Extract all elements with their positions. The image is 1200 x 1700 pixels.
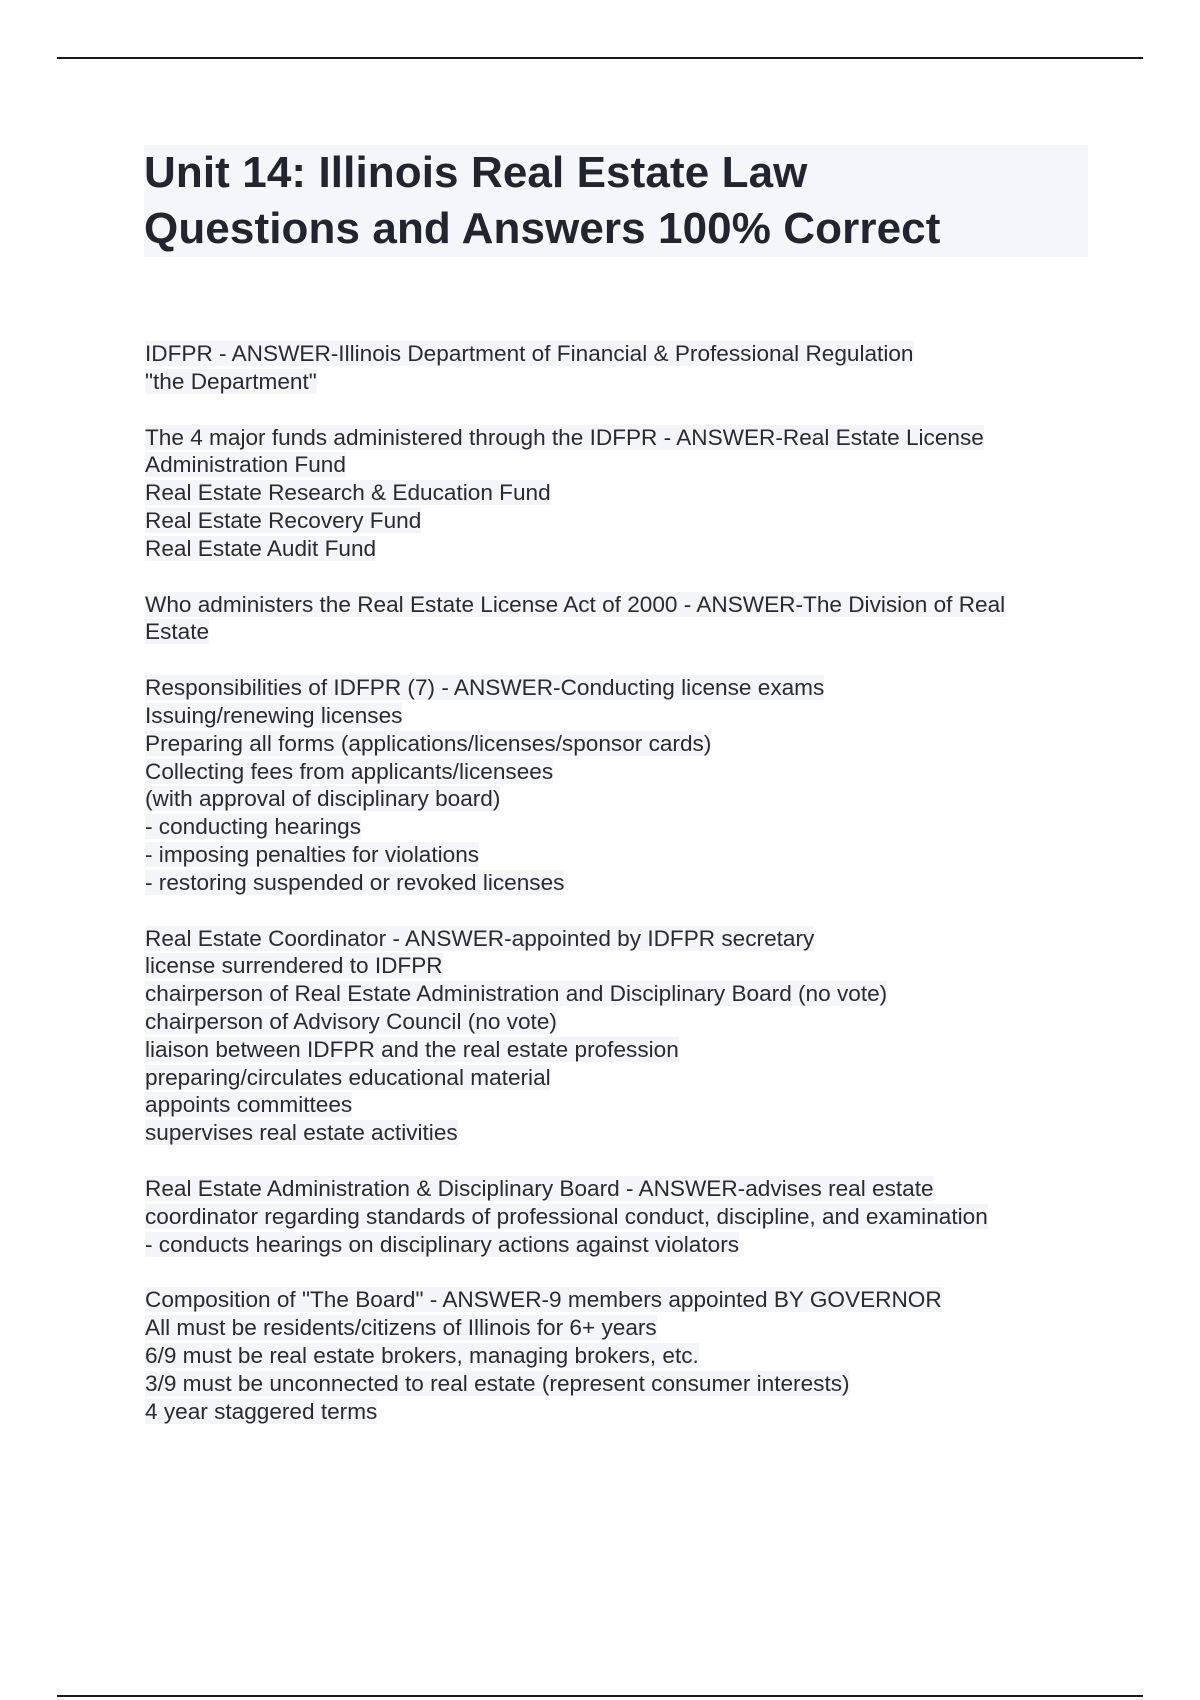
qa-item xyxy=(145,674,1105,896)
qa-item xyxy=(145,925,1105,1147)
qa-answer-line xyxy=(145,1091,1105,1119)
qa-line-text: appoints committees xyxy=(145,1092,353,1118)
qa-item xyxy=(145,424,1105,563)
qa-line-text: license surrendered to IDFPR xyxy=(145,953,443,979)
qa-line-text: "the Department" xyxy=(145,368,317,394)
qa-line-text: Issuing/renewing licenses xyxy=(145,702,403,728)
qa-answer-line xyxy=(145,1370,1105,1398)
qa-item xyxy=(145,1286,1105,1425)
qa-line-text: supervises real estate activities xyxy=(145,1120,458,1146)
qa-answer-line xyxy=(145,869,1105,897)
qa-answer-line xyxy=(145,758,1105,786)
qa-answer-line xyxy=(145,1203,1105,1231)
qa-answer-line xyxy=(145,507,1105,535)
qa-answer-line xyxy=(145,479,1105,507)
qa-line-text: - restoring suspended or revoked licenses xyxy=(145,869,565,895)
qa-line-text: Who administers the Real Estate License Act of 2000 - ANSWER-The Division of Real xyxy=(145,591,1006,617)
top-divider xyxy=(57,57,1143,59)
qa-line-text: Collecting fees from applicants/licensees xyxy=(145,758,554,784)
qa-line-text: - conducts hearings on disciplinary actions against violators xyxy=(145,1231,740,1257)
qa-line-text: 4 year staggered terms xyxy=(145,1398,378,1424)
qa-list xyxy=(145,340,1105,1453)
qa-question-line xyxy=(145,674,1105,702)
qa-line-text: Preparing all forms (applications/licenses/sponsor cards) xyxy=(145,730,712,756)
qa-answer-line xyxy=(145,535,1105,563)
qa-line-text: 3/9 must be unconnected to real estate (represent consumer interests) xyxy=(145,1370,850,1396)
qa-answer-line xyxy=(145,618,1105,646)
qa-question-line xyxy=(145,1286,1105,1314)
qa-line-text: The 4 major funds administered through the IDFPR - ANSWER-Real Estate License xyxy=(145,424,984,450)
qa-line-text: preparing/circulates educational material xyxy=(145,1064,551,1090)
qa-item xyxy=(145,340,1105,396)
qa-answer-line xyxy=(145,785,1105,813)
qa-answer-line xyxy=(145,1342,1105,1370)
qa-line-text: chairperson of Real Estate Administration and Disciplinary Board (no vote) xyxy=(145,981,888,1007)
qa-line-text: Real Estate Audit Fund xyxy=(145,535,377,561)
qa-answer-line xyxy=(145,1064,1105,1092)
qa-line-text: Real Estate Research & Education Fund xyxy=(145,480,551,506)
bottom-divider xyxy=(57,1695,1143,1697)
qa-line-text: Administration Fund xyxy=(145,452,346,478)
qa-line-text: IDFPR - ANSWER-Illinois Department of Financial & Professional Regulation xyxy=(145,341,914,366)
qa-answer-line xyxy=(145,1231,1105,1259)
qa-line-text: Composition of "The Board" - ANSWER-9 members appointed BY GOVERNOR xyxy=(145,1287,942,1313)
qa-line-text: chairperson of Advisory Council (no vote) xyxy=(145,1008,557,1034)
qa-answer-line xyxy=(145,1119,1105,1147)
qa-answer-line xyxy=(145,841,1105,869)
qa-line-text: Real Estate Coordinator - ANSWER-appointed by IDFPR secretary xyxy=(145,925,815,951)
qa-line-text: 6/9 must be real estate brokers, managing brokers, etc. xyxy=(145,1342,699,1368)
qa-line-text: All must be residents/citizens of Illinois for 6+ years xyxy=(145,1315,657,1341)
qa-line-text: - imposing penalties for violations xyxy=(145,841,480,867)
qa-question-line xyxy=(145,1175,1105,1203)
qa-line-text: coordinator regarding standards of professional conduct, discipline, and examination xyxy=(145,1203,988,1229)
qa-question-line xyxy=(145,340,1105,368)
qa-line-text: (with approval of disciplinary board) xyxy=(145,786,501,812)
qa-answer-line xyxy=(145,368,1105,396)
page-title-line-1: Unit 14: Illinois Real Estate Law xyxy=(144,148,808,197)
qa-answer-line xyxy=(145,451,1105,479)
qa-question-line xyxy=(145,424,1105,452)
qa-answer-line xyxy=(145,1314,1105,1342)
page-title-line-2: Questions and Answers 100% Correct xyxy=(144,204,941,253)
qa-answer-line xyxy=(145,1398,1105,1426)
qa-line-text: Real Estate Administration & Disciplinary Board - ANSWER-advises real estate xyxy=(145,1175,934,1201)
qa-answer-line xyxy=(145,813,1105,841)
qa-answer-line xyxy=(145,1008,1105,1036)
qa-question-line xyxy=(145,591,1105,619)
qa-question-line xyxy=(145,925,1105,953)
qa-answer-line xyxy=(145,952,1105,980)
qa-answer-line xyxy=(145,1036,1105,1064)
qa-item xyxy=(145,591,1105,647)
qa-line-text: Real Estate Recovery Fund xyxy=(145,507,422,533)
qa-line-text: Estate xyxy=(145,619,210,645)
page-title xyxy=(144,145,1088,257)
qa-line-text: Responsibilities of IDFPR (7) - ANSWER-Conducting license exams xyxy=(145,675,825,701)
qa-line-text: - conducting hearings xyxy=(145,814,362,840)
qa-answer-line xyxy=(145,980,1105,1008)
qa-item xyxy=(145,1175,1105,1258)
qa-answer-line xyxy=(145,730,1105,758)
qa-answer-line xyxy=(145,702,1105,730)
qa-line-text: liaison between IDFPR and the real estate profession xyxy=(145,1036,679,1062)
